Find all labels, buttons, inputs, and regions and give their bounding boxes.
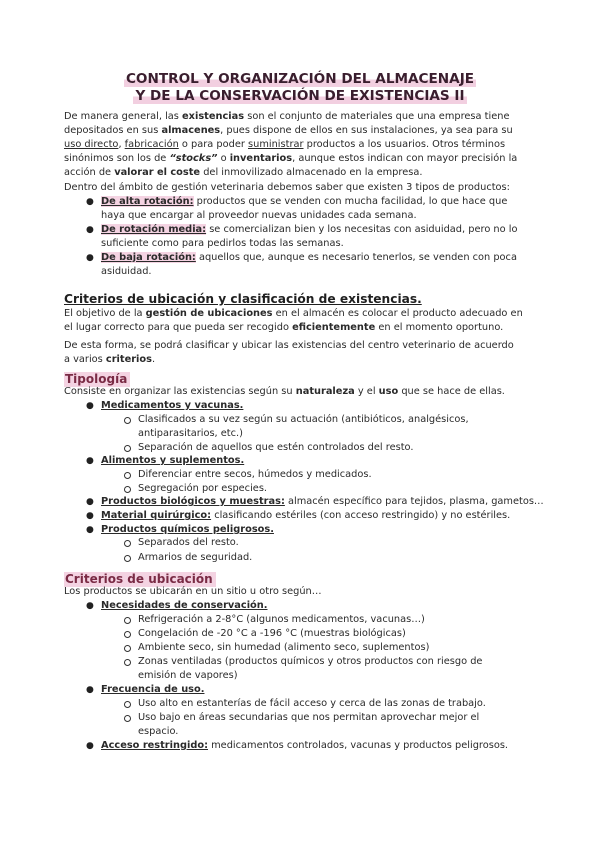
bullet-dot-icon: ● (86, 741, 94, 751)
rotation-item-high-cont: haya que encargar al proveedor nuevas unidades cada semana. (101, 210, 417, 221)
criterios-p1-line-2: el lugar correcto para que pueda ser recogido eficientemente en el momento oportuno. (64, 322, 504, 333)
tipologia-item-biologicos: Productos biológicos y muestras: almacén específico para tejidos, plasma, gametos… (101, 496, 544, 507)
tipologia-intro: Consiste en organizar las existencias según su naturaleza y el uso que se hace de ellas. (64, 386, 505, 397)
ubicacion-sub-item-cont: espacio. (138, 726, 179, 737)
sub-bullet-circle-icon (124, 417, 131, 424)
criterios-p1-line-1: El objetivo de la gestión de ubicaciones en el almacén es colocar el producto adecuado en (64, 308, 523, 319)
bullet-dot-icon: ● (86, 685, 94, 695)
sub-bullet-circle-icon (124, 631, 131, 638)
sub-bullet-circle-icon (124, 445, 131, 452)
ubicacion-item-conservacion: Necesidades de conservación. (101, 600, 268, 611)
title-line-1: CONTROL Y ORGANIZACIÓN DEL ALMACENAJE (125, 71, 475, 87)
ubicacion-sub-item: Zonas ventiladas (productos químicos y otros productos con riesgo de (138, 656, 483, 667)
intro-line-2: depositados en sus almacenes, pues dispone de ellos en sus instalaciones, ya sea para su (64, 125, 513, 136)
bullet-dot-icon: ● (86, 601, 94, 611)
rotation-item-high: De alta rotación: productos que se venden con mucha facilidad, lo que hace que (101, 196, 508, 207)
title-line-2: Y DE LA CONSERVACIÓN DE EXISTENCIAS II (135, 88, 465, 104)
ubicacion-item-frecuencia: Frecuencia de uso. (101, 684, 205, 695)
section-heading-ubicacion: Criterios de ubicación (64, 572, 216, 587)
ubicacion-sub-item: Uso bajo en áreas secundarias que nos permitan aprovechar mejor el (138, 712, 480, 723)
tipologia-item-quirurgico: Material quirúrgico: clasificando estériles (con acceso restringido) y no estériles. (101, 510, 511, 521)
tipologia-sub-item: Separación de aquellos que estén controlados del resto. (138, 442, 414, 453)
ubicacion-sub-item: Congelación de -20 °C a -196 °C (muestras biológicas) (138, 628, 406, 639)
tipologia-sub-item: Clasificados a su vez según su actuación (antibióticos, analgésicos, (138, 414, 469, 425)
ubicacion-item-restringido: Acceso restringido: medicamentos controlados, vacunas y productos peligrosos. (101, 740, 509, 751)
ubicacion-intro: Los productos se ubicarán en un sitio u otro según… (64, 586, 322, 597)
bullet-dot-icon: ● (86, 525, 94, 535)
tipologia-sub-item: Armarios de seguridad. (138, 552, 253, 563)
section-heading-criterios: Criterios de ubicación y clasificación de existencias. (64, 292, 422, 306)
bullet-dot-icon: ● (86, 401, 94, 411)
intro-line-1: De manera general, las existencias son el conjunto de materiales que una empresa tiene (64, 111, 510, 122)
sub-bullet-circle-icon (124, 617, 131, 624)
tipologia-sub-item: Separados del resto. (138, 537, 239, 548)
tipologia-sub-item: Segregación por especies. (138, 483, 268, 494)
rotation-item-low: De baja rotación: aquellos que, aunque es necesario tenerlos, se venden con poca (101, 252, 517, 263)
tipologia-sub-item: Diferenciar entre secos, húmedos y medicados. (138, 469, 372, 480)
tipologia-item-quimicos: Productos químicos peligrosos. (101, 524, 274, 535)
bullet-dot-icon: ● (86, 253, 94, 263)
criterios-p2-line-2: a varios criterios. (64, 354, 156, 365)
sub-bullet-circle-icon (124, 555, 131, 562)
rotation-item-medium-cont: suficiente como para pedirlos todas las semanas. (101, 238, 344, 249)
intro-line-3: uso directo, fabricación o para poder suministrar productos a los usuarios. Otros términos (64, 139, 506, 150)
tipologia-item-alimentos: Alimentos y suplementos. (101, 455, 245, 466)
sub-bullet-circle-icon (124, 645, 131, 652)
sub-bullet-circle-icon (124, 472, 131, 479)
ubicacion-sub-item: Ambiente seco, sin humedad (alimento seco, suplementos) (138, 642, 430, 653)
rotation-item-medium: De rotación media: se comercializan bien y los necesitas con asiduidad, pero no lo (101, 224, 518, 235)
sub-bullet-circle-icon (124, 540, 131, 547)
tipologia-item-medicamentos: Medicamentos y vacunas. (101, 400, 244, 411)
bullet-dot-icon: ● (86, 225, 94, 235)
bullet-dot-icon: ● (86, 511, 94, 521)
bullet-dot-icon: ● (86, 197, 94, 207)
sub-bullet-circle-icon (124, 715, 131, 722)
intro-line-4: sinónimos son los de “stocks” o inventarios, aunque estos indican con mayor precisión la (64, 153, 518, 164)
ubicacion-sub-item-cont: emisión de vapores) (138, 670, 238, 681)
bullet-dot-icon: ● (86, 456, 94, 466)
rotation-item-low-cont: asiduidad. (101, 266, 152, 277)
ubicacion-sub-item: Uso alto en estanterías de fácil acceso y cerca de las zonas de trabajo. (138, 698, 486, 709)
section-heading-tipologia: Tipología (64, 372, 130, 387)
criterios-p2-line-1: De esta forma, se podrá clasificar y ubicar las existencias del centro veterinario de acuerdo (64, 340, 514, 351)
bullet-dot-icon: ● (86, 497, 94, 507)
ubicacion-sub-item: Refrigeración a 2-8°C (algunos medicamentos, vacunas…) (138, 614, 425, 625)
sub-bullet-circle-icon (124, 659, 131, 666)
intro-line-5: acción de valorar el coste del inmovilizado almacenado en la empresa. (64, 167, 423, 178)
sub-bullet-circle-icon (124, 486, 131, 493)
document-title (0, 71, 600, 105)
intro-line-6: Dentro del ámbito de gestión veterinaria debemos saber que existen 3 tipos de productos: (64, 182, 510, 193)
sub-bullet-circle-icon (124, 701, 131, 708)
tipologia-sub-item-cont: antiparasitarios, etc.) (138, 428, 243, 439)
